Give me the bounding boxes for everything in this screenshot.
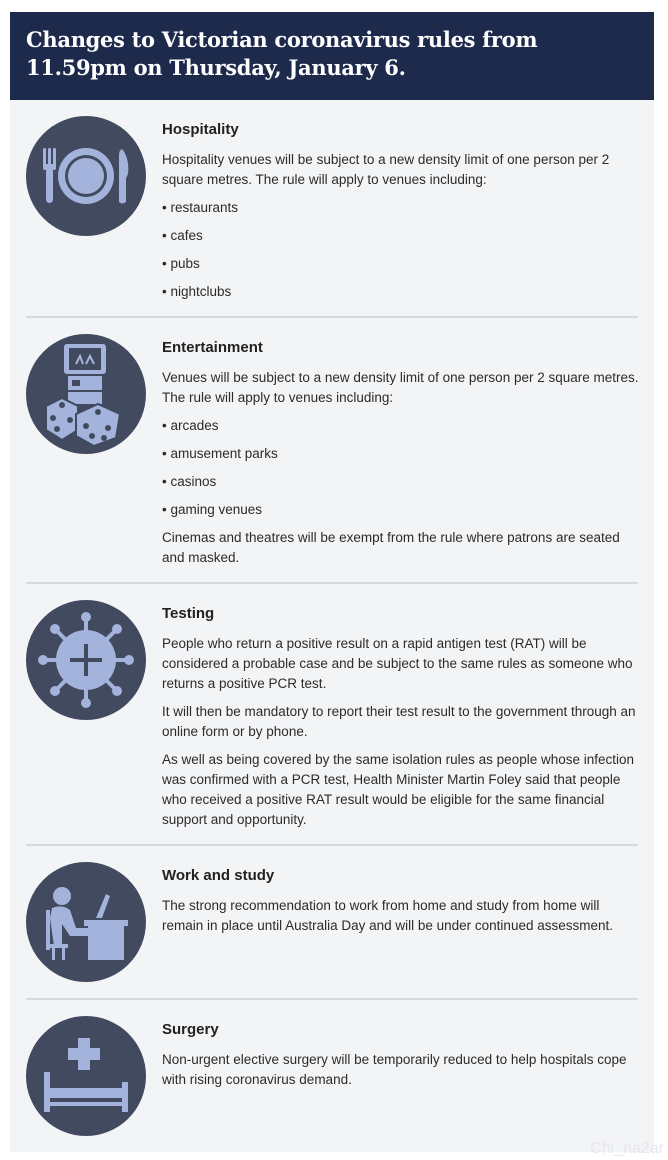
venue-list	[162, 198, 640, 302]
section-paragraph: People who return a positive result on a rapid antigen test (RAT) will be considered a probable case and be subject to the same rules as someone who returns a positive PCR test.	[162, 636, 633, 691]
section-divider	[26, 998, 638, 1000]
section-hospitality	[10, 120, 654, 310]
section-heading: Testing	[162, 605, 215, 622]
section-divider	[26, 844, 638, 846]
section-heading: Entertainment	[162, 339, 263, 356]
section-heading: Hospitality	[162, 121, 239, 138]
list-item: • pubs	[162, 254, 640, 274]
section-paragraph: It will then be mandatory to report their test result to the government through an online form or by phone.	[162, 704, 636, 739]
section-testing	[10, 604, 654, 838]
section-paragraph: The strong recommendation to work from home and study from home will remain in place until Australia Day and will be under continued assessment.	[162, 898, 613, 933]
section-entertainment	[10, 338, 654, 576]
section-heading: Surgery	[162, 1021, 219, 1038]
list-item: • casinos	[162, 472, 640, 492]
venue-list	[162, 416, 640, 520]
section-surgery	[10, 1020, 654, 1098]
list-item: • restaurants	[162, 198, 640, 218]
section-divider	[26, 582, 638, 584]
list-item: • nightclubs	[162, 282, 640, 302]
page-title: Changes to Victorian coronavirus rules from 11.59pm on Thursday, January 6.	[26, 27, 538, 80]
section-heading: Work and study	[162, 867, 275, 884]
section-paragraph: As well as being covered by the same isolation rules as people whose infection was confirmed with a PCR test, Health Minister Martin Foley said that people who received a positive RAT result would be eligible for the same financial support and opportunity.	[162, 752, 635, 827]
section-paragraph: Non-urgent elective surgery will be temporarily reduced to help hospitals cope with rising coronavirus demand.	[162, 1052, 627, 1087]
section-paragraph: Hospitality venues will be subject to a new density limit of one person per 2 square metres. The rule will apply to venues including:	[162, 152, 610, 187]
section-paragraph: Venues will be subject to a new density limit of one person per 2 square metres. The rule will apply to venues including:	[162, 370, 639, 405]
section-divider	[26, 316, 638, 318]
list-item: • gaming venues	[162, 500, 640, 520]
infographic-card	[10, 12, 654, 1152]
section-work-and-study	[10, 866, 654, 944]
list-item: • cafes	[162, 226, 640, 246]
list-item: • arcades	[162, 416, 640, 436]
watermark: Chi_na2ar	[590, 1140, 664, 1157]
list-item: • amusement parks	[162, 444, 640, 464]
header-banner	[10, 12, 654, 100]
section-paragraph: Cinemas and theatres will be exempt from the rule where patrons are seated and masked.	[162, 530, 620, 565]
